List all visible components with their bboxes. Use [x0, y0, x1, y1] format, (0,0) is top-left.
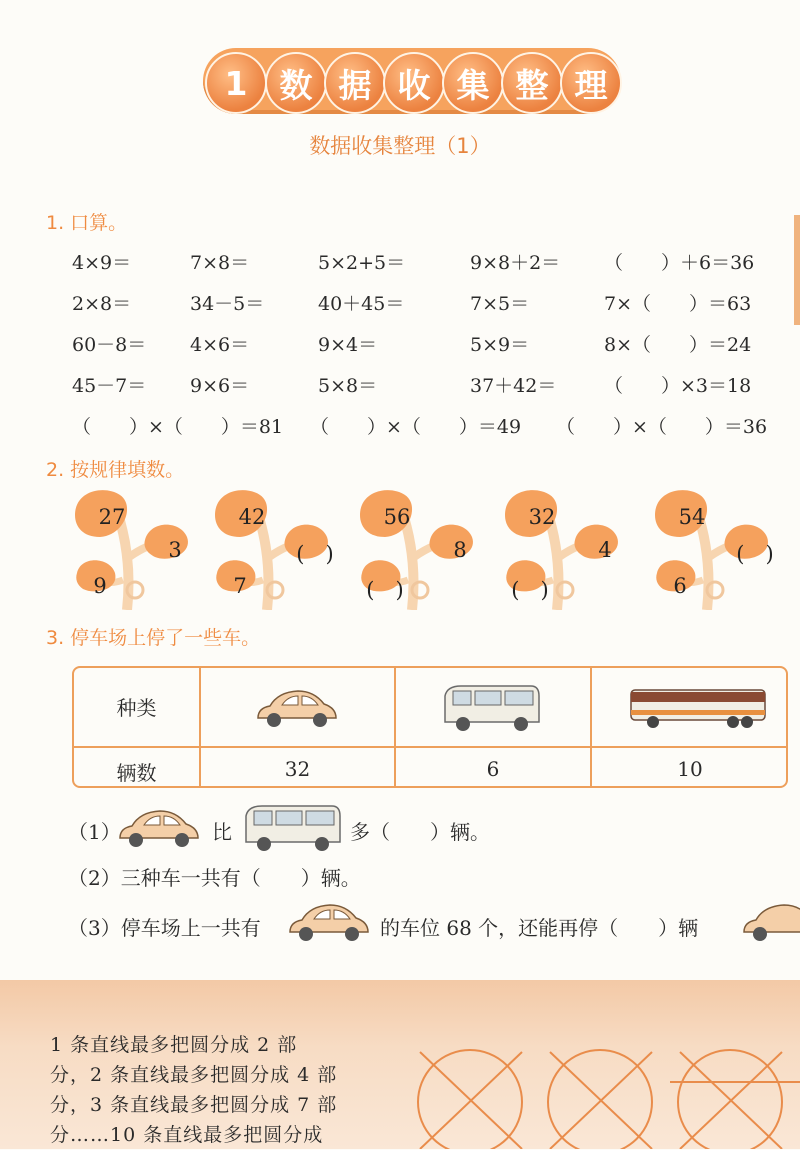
leaf-number-bottom: 7: [233, 574, 247, 598]
section-2-heading: 2. 按规律填数。: [46, 459, 185, 481]
tip-line: 1 条直线最多把圆分成 2 部: [50, 1034, 298, 1056]
leaf-number-top: 56: [383, 505, 411, 529]
calc-item: 9×6＝: [190, 375, 250, 397]
calc-item: 34－5＝: [190, 293, 265, 315]
question-1-number: （1）: [68, 820, 121, 844]
car-icon: [740, 900, 800, 944]
title-char: 集: [442, 52, 504, 114]
van-icon: [240, 802, 342, 852]
leaf-number-right: 4: [598, 538, 612, 562]
calc-item: 4×6＝: [190, 334, 250, 356]
calc-item: （ ）×3＝18: [604, 375, 752, 397]
page-subtitle: 数据收集整理（1）: [309, 134, 491, 158]
title-char: 数: [265, 52, 327, 114]
calc-item: 5×2+5＝: [318, 252, 406, 274]
leaf-number-top: 42: [238, 505, 266, 529]
leaf-number-right: ( ): [296, 542, 334, 566]
calc-item: 4×9＝: [72, 252, 132, 274]
table-row-label: 种类: [116, 696, 157, 720]
car-icon: [254, 686, 340, 730]
calc-item: 7×（ ）＝63: [604, 293, 752, 315]
table-divider: [74, 746, 786, 748]
calc-item: 45－7＝: [72, 375, 147, 397]
calc-item: （ ）×（ ）＝49: [310, 416, 522, 438]
bus-icon: [629, 686, 769, 730]
leaf-number-bottom: ( ): [366, 578, 404, 602]
tip-line: 分……10 条直线最多把圆分成: [50, 1124, 324, 1146]
title-char: 收: [383, 52, 445, 114]
tip-line: 分，3 条直线最多把圆分成 7 部: [50, 1094, 338, 1116]
leaf-number-right: 3: [168, 538, 182, 562]
calc-item: 7×8＝: [190, 252, 250, 274]
leaf-number-bottom: 9: [93, 574, 107, 598]
section-1-heading: 1. 口算。: [46, 212, 128, 234]
leaf-number-top: 27: [98, 505, 126, 529]
leaf-number-top: 54: [678, 505, 706, 529]
title-number: 1: [205, 52, 267, 114]
question-2: （2）三种车一共有（ ）辆。: [68, 866, 361, 890]
leaf-number-bottom: ( ): [511, 578, 549, 602]
table-cell-count: 10: [677, 757, 703, 781]
circle-division-diagram: [410, 1040, 800, 1149]
title-char: 理: [560, 52, 622, 114]
calc-item: 9×8＋2＝: [470, 252, 561, 274]
title-char: 据: [324, 52, 386, 114]
section-3-heading: 3. 停车场上停了一些车。: [46, 627, 261, 649]
question-1-answer: 多（ ）辆。: [350, 820, 490, 844]
table-cell-count: 6: [486, 757, 500, 781]
table-row-label: 辆数: [116, 761, 157, 785]
van-icon: [439, 682, 543, 732]
question-3-end: 的车位 68 个，还能再停（ ）辆: [380, 916, 699, 940]
leaf-number-right: ( ): [736, 542, 774, 566]
calc-item: 37＋42＝: [470, 375, 557, 397]
calc-item: 8×（ ）＝24: [604, 334, 752, 356]
calc-item: 2×8＝: [72, 293, 132, 315]
leaf-number-bottom: 6: [673, 574, 687, 598]
tip-line: 分，2 条直线最多把圆分成 4 部: [50, 1064, 338, 1086]
calc-item: 5×9＝: [470, 334, 530, 356]
calc-item: 5×8＝: [318, 375, 378, 397]
table-cell-count: 32: [284, 757, 311, 781]
question-1-compare: 比: [212, 820, 232, 844]
calc-item: 40＋45＝: [318, 293, 405, 315]
calc-item: （ ）＋6＝36: [604, 252, 755, 274]
leaf-number-top: 32: [528, 505, 556, 529]
car-icon: [286, 900, 374, 944]
car-icon: [116, 806, 204, 850]
question-3-start: （3）停车场上一共有: [68, 916, 261, 940]
calc-item: （ ）×（ ）＝36: [556, 416, 768, 438]
title-char: 整: [501, 52, 563, 114]
vehicle-table: [72, 666, 788, 788]
leaf-number-right: 8: [453, 538, 467, 562]
tip-text: [50, 1030, 390, 1150]
calc-item: 9×4＝: [318, 334, 378, 356]
page-edge-tab: [794, 215, 800, 325]
calc-item: 60－8＝: [72, 334, 147, 356]
calc-item: （ ）×（ ）＝81: [72, 416, 284, 438]
calc-item: 7×5＝: [470, 293, 530, 315]
